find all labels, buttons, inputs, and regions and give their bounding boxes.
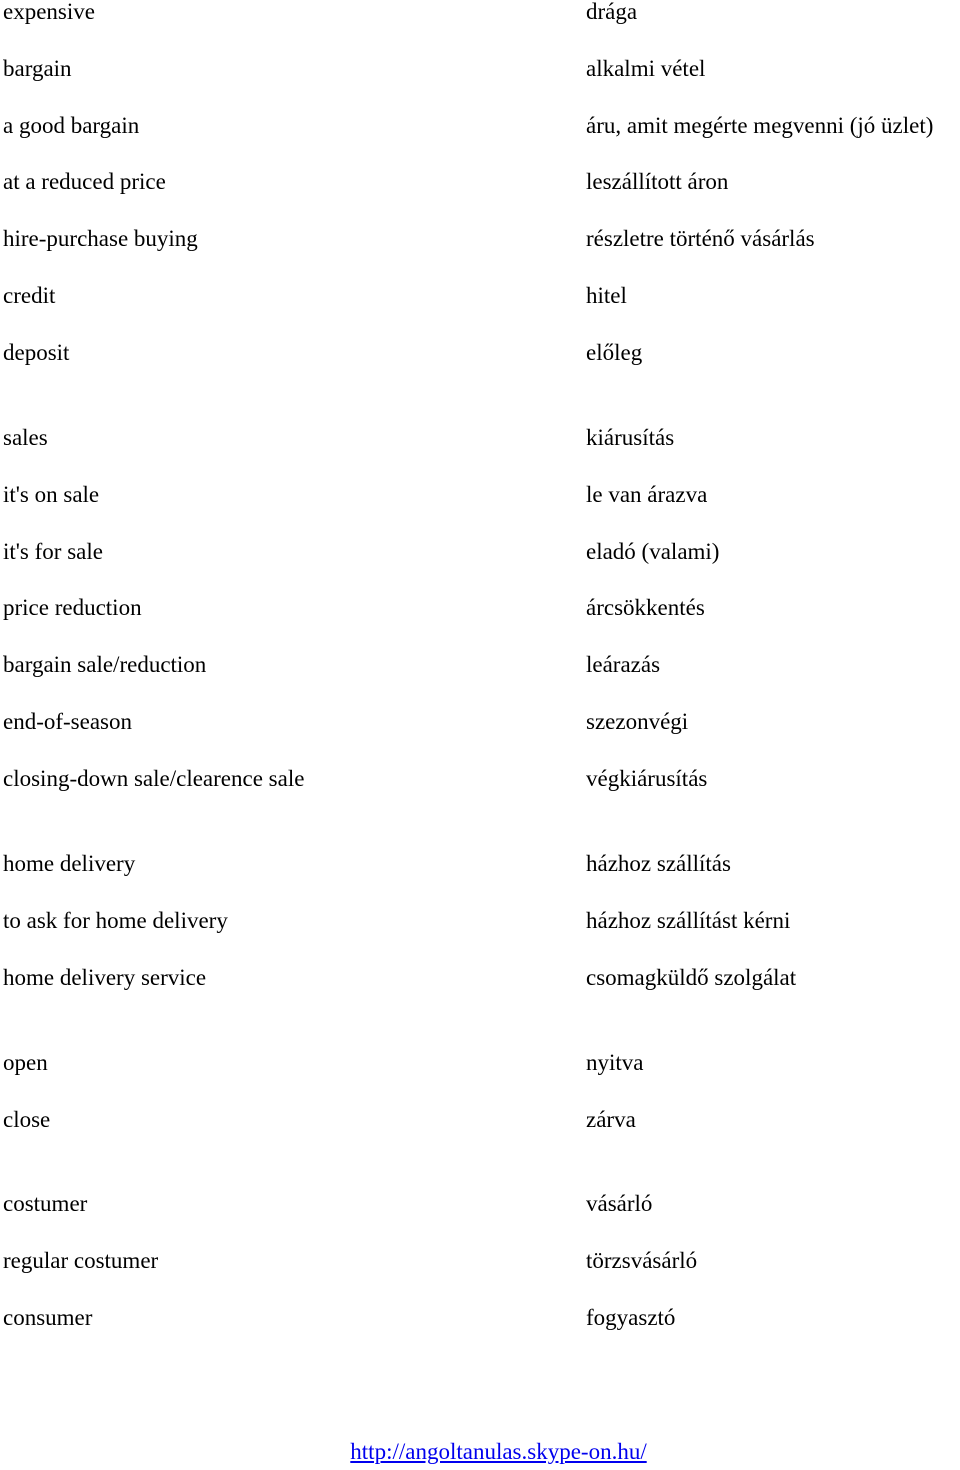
term-english: to ask for home delivery (3, 907, 228, 933)
vocab-group-purchasing (0, 0, 960, 398)
vocab-row (0, 1306, 960, 1363)
vocab-row (0, 341, 960, 398)
term-english: home delivery service (3, 964, 207, 990)
vocab-group-sales (0, 426, 960, 824)
term-hungarian: áru, amit megérte megvenni (jó üzlet) (586, 112, 934, 138)
vocab-row (0, 426, 960, 483)
term-hungarian: drága (586, 0, 638, 24)
term-hungarian: le van árazva (586, 481, 708, 507)
term-hungarian: árcsökkentés (586, 595, 705, 621)
vocab-row (0, 227, 960, 284)
footer-website-link[interactable] (0, 1439, 960, 1465)
term-hungarian: előleg (586, 339, 643, 365)
term-english: costumer (3, 1191, 88, 1216)
term-hungarian: nyitva (586, 1050, 644, 1075)
vocab-row (0, 767, 960, 824)
term-english: regular costumer (3, 1247, 159, 1273)
vocab-group-opening (0, 1051, 960, 1165)
vocab-row (0, 710, 960, 767)
term-english: expensive (3, 0, 95, 24)
term-english: credit (3, 282, 56, 308)
vocab-row (0, 284, 960, 341)
term-hungarian: törzsvásárló (586, 1247, 698, 1273)
vocab-row (0, 596, 960, 653)
term-english: hire-purchase buying (3, 226, 198, 252)
term-english: deposit (3, 339, 70, 365)
term-hungarian: alkalmi vétel (586, 55, 706, 81)
term-english: a good bargain (3, 112, 140, 138)
term-hungarian: zárva (586, 1106, 636, 1132)
term-english: open (3, 1050, 48, 1075)
vocab-group-customers (0, 1192, 960, 1362)
term-english: home delivery (3, 851, 136, 876)
vocab-row (0, 114, 960, 171)
term-hungarian: házhoz szállítást kérni (586, 907, 791, 933)
term-english: it's on sale (3, 481, 100, 507)
vocab-group-delivery (0, 852, 960, 1022)
term-english: sales (3, 425, 48, 450)
vocab-row (0, 540, 960, 597)
term-english: consumer (3, 1304, 93, 1330)
vocab-row (0, 1249, 960, 1306)
term-hungarian: vásárló (586, 1191, 653, 1216)
vocab-row (0, 966, 960, 1023)
term-hungarian: házhoz szállítás (586, 851, 731, 876)
term-hungarian: csomagküldő szolgálat (586, 964, 797, 990)
term-hungarian: kiárusítás (586, 425, 675, 450)
term-hungarian: hitel (586, 282, 627, 308)
term-english: price reduction (3, 595, 142, 621)
term-hungarian: végkiárusítás (586, 765, 708, 791)
vocab-row (0, 1051, 960, 1108)
footer-link-text[interactable]: http://angoltanulas.skype-on.hu/ (350, 1439, 647, 1464)
term-english: close (3, 1106, 51, 1132)
term-hungarian: leárazás (586, 652, 661, 678)
vocab-row (0, 0, 960, 57)
vocab-row (0, 1108, 960, 1165)
term-hungarian: fogyasztó (586, 1304, 676, 1330)
vocab-row (0, 909, 960, 966)
term-english: closing-down sale/clearence sale (3, 765, 305, 791)
vocab-row (0, 170, 960, 227)
vocab-row (0, 483, 960, 540)
term-hungarian: részletre történő vásárlás (586, 226, 815, 252)
vocab-row (0, 852, 960, 909)
vocab-row (0, 653, 960, 710)
term-hungarian: leszállított áron (586, 169, 729, 195)
term-hungarian: eladó (valami) (586, 538, 720, 564)
term-english: bargain sale/reduction (3, 652, 207, 678)
term-english: at a reduced price (3, 169, 166, 195)
term-english: it's for sale (3, 538, 103, 564)
term-english: bargain (3, 55, 72, 81)
term-english: end-of-season (3, 708, 133, 734)
vocab-row (0, 57, 960, 114)
vocab-row (0, 1192, 960, 1249)
term-hungarian: szezonvégi (586, 708, 689, 734)
